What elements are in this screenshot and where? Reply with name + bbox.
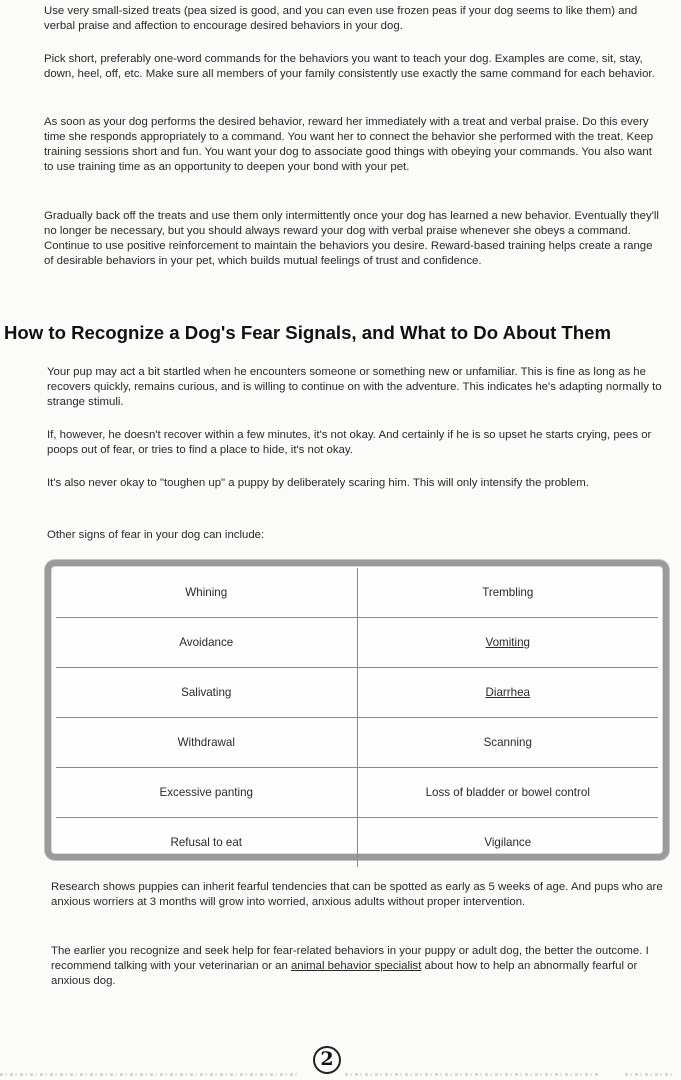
table-cell: Whining: [56, 568, 357, 618]
paragraph-reward: As soon as your dog performs the desired behavior, reward her immediately with a treat and verbal praise. Do this every time she responds appropriately to a command. You want her to connect the behavior she performed with the treat. Keep training sessions short and fun. You want your dog to associate good things with obeying your commands. You also want to use training time as an opportunity to deepen your bond with your pet.: [44, 116, 654, 173]
table-cell: Vomiting: [357, 618, 658, 668]
table-row: [56, 718, 658, 768]
table-row: [56, 768, 658, 818]
table-cell: Diarrhea: [357, 668, 658, 718]
paragraph-commands: Pick short, preferably one-word commands for the behaviors you want to teach your dog. Examples are come, sit, stay, down, heel, off, etc. Make sure all members of your family consistently use exactly the same command for each behavior.: [44, 53, 655, 80]
table-cell: Loss of bladder or bowel control: [357, 768, 658, 818]
recommend-text-after: about how to help an abnormally fearful or anxious dog.: [51, 960, 638, 987]
table-cell: Excessive panting: [56, 768, 357, 818]
table-cell: Avoidance: [56, 618, 357, 668]
table-cell: Salivating: [56, 668, 357, 718]
page-number-text: 2: [320, 1048, 334, 1070]
table-row: [56, 668, 658, 718]
paragraph-back-off-treats: Gradually back off the treats and use them only intermittently once your dog has learned a new behavior. Eventually they'll no longer be necessary, but you should always reward your dog with verbal praise whenever she obeys a command. Continue to use positive reinforcement to maintain the behaviors you desire. Reward-based training helps create a range of desirable behaviors in your pet, which builds mutual feelings of trust and confidence.: [44, 210, 659, 267]
section-heading: How to Recognize a Dog's Fear Signals, and What to Do About Them: [4, 322, 612, 343]
paragraph-not-okay: If, however, he doesn't recover within a few minutes, it's not okay. And certainly if he is so upset he starts crying, pees or poops out of fear, or tries to find a place to hide, it's not okay.: [47, 429, 652, 456]
paragraph-startled: Your pup may act a bit startled when he encounters someone or something new or unfamiliar. This is fine as long as he recovers quickly, remains curious, and is willing to continue on with the adventure. This indicates he's adapting normally to strange stimuli.: [47, 366, 662, 408]
paragraph-treats: Use very small-sized treats (pea sized is good, and you can even use frozen peas if your dog seems to like them) and verbal praise and affection to encourage desired behaviors in your dog.: [44, 5, 638, 32]
table-cell: Withdrawal: [56, 718, 357, 768]
table-row: [56, 618, 658, 668]
scan-footer-noise: [0, 1070, 681, 1080]
table-cell: Trembling: [357, 568, 658, 618]
fear-signs-table: [45, 560, 669, 860]
table-cell: Vigilance: [357, 818, 658, 868]
recommend-text-before: The earlier you recognize and seek help for fear-related behaviors in your puppy or adult dog, the better the outcome. I recommend talking with your veterinarian or an: [51, 945, 649, 972]
paragraph-recommend: [51, 944, 666, 989]
table-cell: Refusal to eat: [56, 818, 357, 868]
paragraph-other-signs: Other signs of fear in your dog can include:: [47, 529, 265, 541]
paragraph-research: Research shows puppies can inherit fearful tendencies that can be spotted as early as 5 weeks of age. And pups who are anxious worriers at 3 months will grow into worried, anxious adults without proper intervention.: [51, 881, 663, 908]
table-cell: Scanning: [357, 718, 658, 768]
table-row: [56, 568, 658, 618]
table-row: [56, 818, 658, 868]
animal-behavior-specialist-link[interactable]: animal behavior specialist: [290, 960, 422, 972]
paragraph-toughen-up: It's also never okay to "toughen up" a puppy by deliberately scaring him. This will only intensify the problem.: [47, 477, 589, 489]
